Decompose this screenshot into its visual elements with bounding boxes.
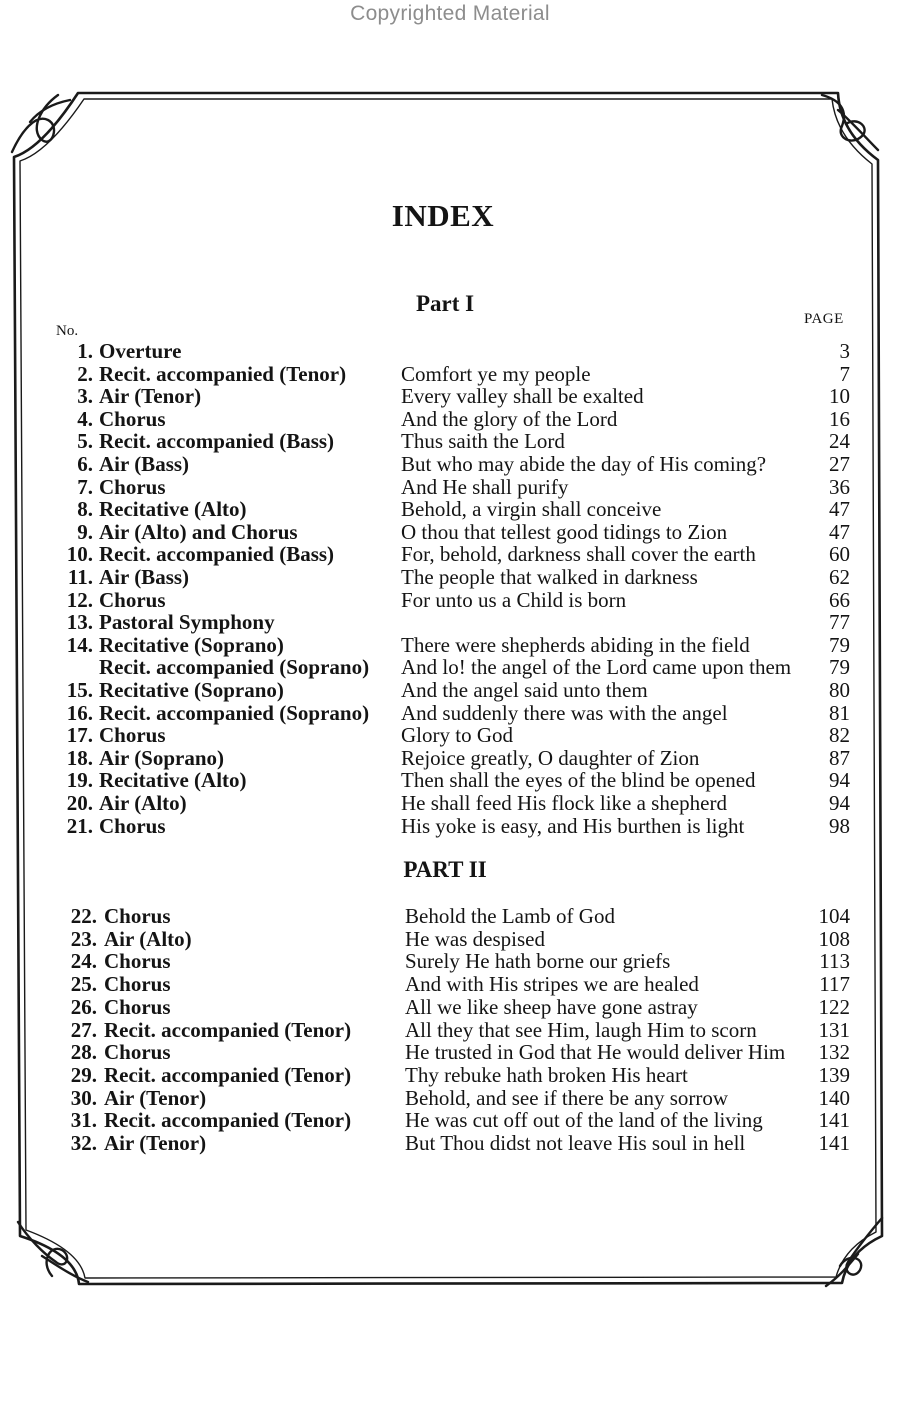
entry-page: 108 xyxy=(818,926,850,951)
entry-text: O thou that tellest good tidings to Zion xyxy=(401,519,728,544)
index-entry xyxy=(0,996,900,1019)
index-entry xyxy=(0,385,900,408)
entry-text: He was cut off out of the land of the living xyxy=(405,1108,763,1133)
entry-text: He shall feed His flock like a shepherd xyxy=(401,791,727,815)
entry-page: 140 xyxy=(818,1085,850,1110)
entry-text: His yoke is easy, and His burthen is light xyxy=(401,813,745,838)
entry-text: But Thou didst not leave His soul in hell xyxy=(405,1131,746,1155)
page-column-label: PAGE xyxy=(804,311,844,327)
index-entry xyxy=(0,747,900,770)
entry-page: 94 xyxy=(829,768,850,793)
index-entry xyxy=(0,792,900,815)
entry-page: 141 xyxy=(818,1108,850,1133)
entry-movement: Chorus xyxy=(104,972,171,997)
index-entry xyxy=(0,543,900,566)
entry-text: Thus saith the Lord xyxy=(401,429,565,454)
entry-text: For, behold, darkness shall cover the earth xyxy=(401,542,756,567)
entry-text: And the glory of the Lord xyxy=(401,406,618,431)
entry-text: And with His stripes we are healed xyxy=(405,972,699,997)
entry-page: 141 xyxy=(818,1131,850,1155)
index-entry xyxy=(0,950,900,973)
entry-page: 62 xyxy=(829,565,850,589)
entry-movement: Air (Tenor) xyxy=(104,1131,207,1155)
entry-number: 30. xyxy=(70,1085,97,1110)
entry-page: 113 xyxy=(819,949,850,974)
index-entry xyxy=(0,702,900,725)
entry-text: Glory to God xyxy=(401,723,513,748)
index-entry xyxy=(0,498,900,521)
entry-text: Behold the Lamb of God xyxy=(405,904,615,928)
index-entry xyxy=(0,1132,900,1155)
entry-movement: Chorus xyxy=(99,587,166,612)
entry-text: Surely He hath borne our griefs xyxy=(405,949,671,974)
entry-page: 60 xyxy=(829,542,850,567)
entry-number: 8. xyxy=(77,497,93,522)
entry-page: 80 xyxy=(829,678,850,702)
entry-text: There were shepherds abiding in the field xyxy=(401,632,750,657)
index-entry xyxy=(0,769,900,792)
index-entry xyxy=(0,815,900,838)
entry-number: 27. xyxy=(70,1017,97,1042)
entry-number: 15. xyxy=(66,678,93,702)
entry-number: 7. xyxy=(77,474,93,499)
entry-number: 22. xyxy=(70,904,97,928)
entry-movement: Pastoral Symphony xyxy=(99,610,275,635)
entry-page: 87 xyxy=(829,745,850,770)
entry-text: For unto us a Child is born xyxy=(401,587,627,612)
entry-movement: Chorus xyxy=(99,723,166,748)
entry-page: 27 xyxy=(829,452,850,476)
entry-number: 19. xyxy=(66,768,93,793)
entry-page: 131 xyxy=(818,1017,850,1042)
part-1-heading: Part I xyxy=(415,291,475,316)
entry-page: 10 xyxy=(829,384,850,409)
entry-number: 29. xyxy=(70,1062,97,1087)
entry-movement: Recitative (Soprano) xyxy=(99,678,284,702)
entry-number: 26. xyxy=(70,994,97,1019)
entry-number: 11. xyxy=(67,565,93,589)
index-entry xyxy=(0,453,900,476)
index-entry xyxy=(0,430,900,453)
entry-movement: Recitative (Alto) xyxy=(99,497,247,522)
entry-text: He was despised xyxy=(405,926,545,951)
entry-number: 28. xyxy=(70,1040,97,1065)
entry-page: 94 xyxy=(829,791,850,815)
entry-movement: Chorus xyxy=(104,994,171,1019)
index-entry xyxy=(0,905,900,928)
entry-page: 77 xyxy=(829,610,850,635)
index-entry xyxy=(0,408,900,431)
entry-movement: Chorus xyxy=(104,1040,171,1065)
entry-page: 47 xyxy=(829,519,850,544)
entry-number: 23. xyxy=(70,926,97,951)
entry-movement: Recit. accompanied (Tenor) xyxy=(104,1108,352,1133)
entry-text: And suddenly there was with the angel xyxy=(401,700,728,725)
entry-page: 104 xyxy=(818,904,850,928)
index-entry xyxy=(0,724,900,747)
entry-number: 9. xyxy=(77,519,93,544)
entry-number: 25. xyxy=(70,972,97,997)
entry-movement: Air (Alto) xyxy=(99,791,187,815)
entry-movement: Chorus xyxy=(104,904,171,928)
index-entry xyxy=(0,589,900,612)
entry-page: 24 xyxy=(829,429,850,454)
entry-text: Rejoice greatly, O daughter of Zion xyxy=(401,745,700,770)
index-entry xyxy=(0,1019,900,1042)
entry-number: 17. xyxy=(66,723,93,748)
entry-text: All we like sheep have gone astray xyxy=(405,994,698,1019)
entry-text: And lo! the angel of the Lord came upon them xyxy=(401,655,792,680)
entry-movement: Air (Tenor) xyxy=(104,1085,207,1110)
index-entry xyxy=(0,1041,900,1064)
entry-page: 81 xyxy=(829,700,850,725)
entry-movement: Recit. accompanied (Bass) xyxy=(99,429,335,454)
index-entry xyxy=(0,566,900,589)
index-entry xyxy=(0,928,900,951)
entry-page: 79 xyxy=(829,655,850,680)
index-entry xyxy=(0,634,900,657)
entry-number: 10. xyxy=(66,542,93,567)
entry-page: 117 xyxy=(819,972,850,997)
entry-text: And He shall purify xyxy=(401,474,569,499)
index-entry xyxy=(0,1087,900,1110)
entry-movement: Recit. accompanied (Tenor) xyxy=(104,1017,352,1042)
entry-text: Comfort ye my people xyxy=(401,361,591,386)
entry-number: 6. xyxy=(77,452,93,476)
entry-page: 82 xyxy=(829,723,850,748)
entry-page: 47 xyxy=(829,497,850,522)
entry-text: Then shall the eyes of the blind be opened xyxy=(401,768,756,793)
entry-movement: Recit. accompanied (Soprano) xyxy=(99,655,370,680)
index-entry xyxy=(0,1109,900,1132)
entry-number: 5. xyxy=(77,429,93,454)
index-entry xyxy=(0,679,900,702)
entry-movement: Recit. accompanied (Tenor) xyxy=(99,361,347,386)
entry-number: 24. xyxy=(70,949,97,974)
entry-movement: Air (Tenor) xyxy=(99,384,202,409)
entry-number: 32. xyxy=(70,1131,97,1155)
entry-text: Thy rebuke hath broken His heart xyxy=(405,1062,688,1087)
entry-number: 31. xyxy=(70,1108,97,1133)
index-entry xyxy=(0,340,900,363)
entry-number: 3. xyxy=(77,384,93,409)
entry-movement: Chorus xyxy=(99,406,166,431)
number-column-label: No. xyxy=(56,323,79,339)
index-entry xyxy=(0,1064,900,1087)
entry-page: 139 xyxy=(818,1062,850,1087)
entry-page: 7 xyxy=(839,361,850,386)
entry-movement: Air (Soprano) xyxy=(99,745,225,770)
entry-page: 16 xyxy=(829,406,850,431)
entry-number: 1. xyxy=(77,339,93,363)
entry-movement: Recit. accompanied (Bass) xyxy=(99,542,335,567)
entry-page: 132 xyxy=(818,1040,850,1065)
entry-movement: Air (Alto) and Chorus xyxy=(99,519,298,544)
entry-movement: Overture xyxy=(99,339,182,363)
entry-page: 66 xyxy=(829,587,850,612)
index-entry xyxy=(0,611,900,634)
index-entry xyxy=(0,521,900,544)
entry-number: 21. xyxy=(66,813,93,838)
entry-number: 16. xyxy=(66,700,93,725)
entry-text: Every valley shall be exalted xyxy=(401,384,644,409)
entry-movement: Chorus xyxy=(99,813,166,838)
entry-text: And the angel said unto them xyxy=(401,678,648,702)
entry-text: But who may abide the day of His coming? xyxy=(401,452,767,476)
entry-movement: Air (Alto) xyxy=(104,926,192,951)
entry-number: 20. xyxy=(66,791,93,815)
index-entry xyxy=(0,363,900,386)
entry-text: All they that see Him, laugh Him to scorn xyxy=(405,1017,757,1042)
entry-movement: Recit. accompanied (Tenor) xyxy=(104,1062,352,1087)
entry-page: 36 xyxy=(829,474,850,499)
copyright-watermark: Copyrighted Material xyxy=(350,2,550,25)
entry-page: 98 xyxy=(829,813,850,838)
entry-number: 2. xyxy=(77,361,93,386)
entry-movement: Air (Bass) xyxy=(99,565,190,589)
entry-movement: Recitative (Soprano) xyxy=(99,632,284,657)
entry-text: Behold, a virgin shall conceive xyxy=(401,497,662,522)
entry-movement: Recitative (Alto) xyxy=(99,768,247,793)
entry-movement: Recit. accompanied (Soprano) xyxy=(99,700,370,725)
entry-movement: Chorus xyxy=(99,474,166,499)
entry-page: 122 xyxy=(818,994,850,1019)
entry-movement: Air (Bass) xyxy=(99,452,190,476)
entry-number: 4. xyxy=(77,406,93,431)
entry-text: He trusted in God that He would deliver Him xyxy=(405,1040,786,1065)
index-title: INDEX xyxy=(391,198,495,233)
part-2-heading: PART II xyxy=(403,857,487,882)
entry-text: Behold, and see if there be any sorrow xyxy=(405,1085,729,1110)
entry-number: 12. xyxy=(66,587,93,612)
entry-number: 14. xyxy=(66,632,93,657)
entry-page: 3 xyxy=(839,339,850,363)
index-entry xyxy=(0,656,900,679)
entry-movement: Chorus xyxy=(104,949,171,974)
entry-text: The people that walked in darkness xyxy=(401,565,698,589)
entry-number: 18. xyxy=(66,745,93,770)
index-entry xyxy=(0,476,900,499)
entry-number: 13. xyxy=(66,610,93,635)
index-entry xyxy=(0,973,900,996)
entry-page: 79 xyxy=(829,632,850,657)
